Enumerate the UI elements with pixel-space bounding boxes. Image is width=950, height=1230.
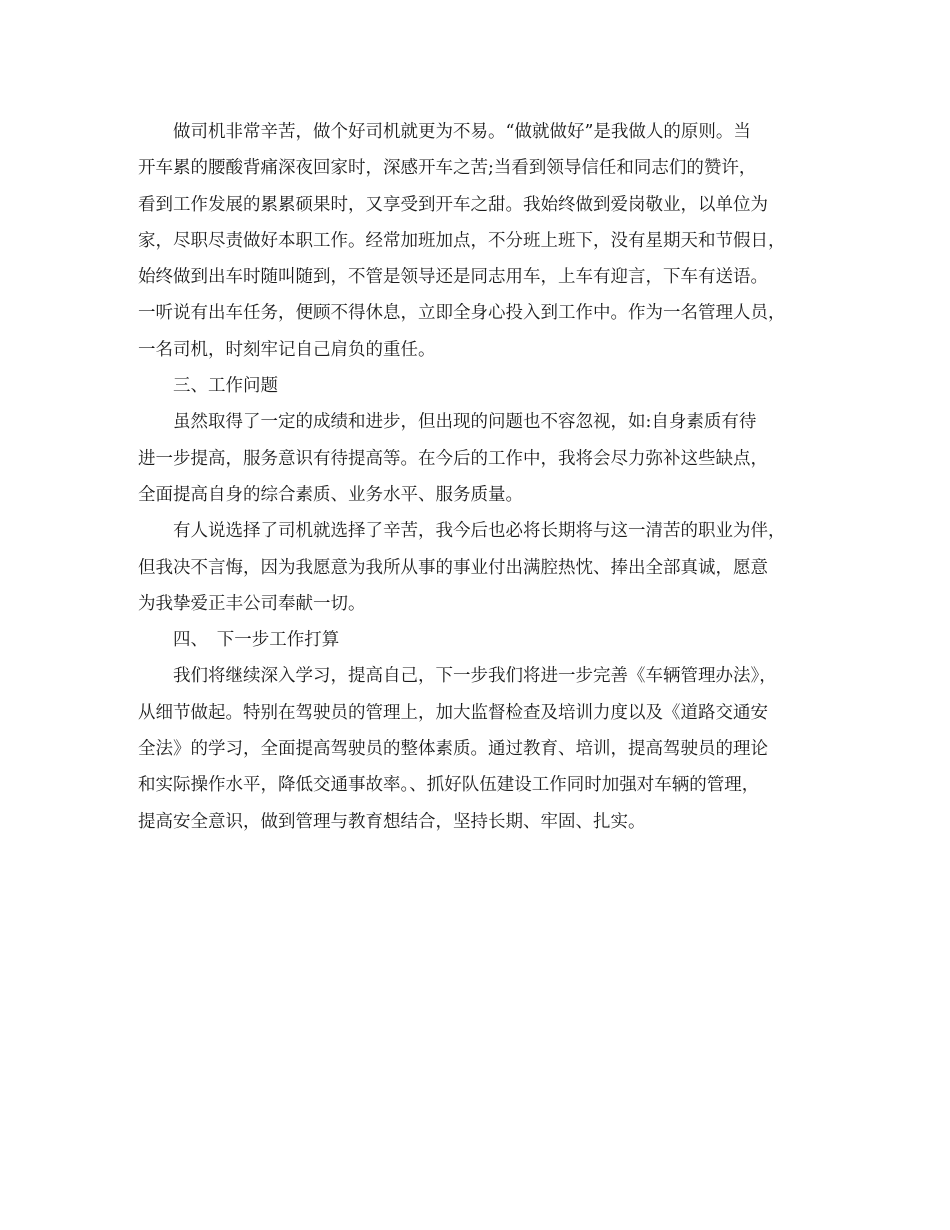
paragraph-line: 有人说选择了司机就选择了辛苦，我今后也必将长期将与这一清苦的职业为伴， bbox=[173, 521, 786, 542]
paragraph-line: 和实际操作水平，降低交通事故率。、抓好队伍建设工作同时加强对车辆的管理， bbox=[138, 775, 760, 796]
paragraph-line: 家，尽职尽责做好本职工作。经常加班加点，不分班上班下，没有星期天和节假日， bbox=[138, 230, 786, 251]
paragraph-line: 从细节做起。特别在驾驶员的管理上，加大监督检查及培训力度以及《道路交通安 bbox=[138, 702, 768, 723]
paragraph-line: 全法》的学习，全面提高驾驶员的整体素质。通过教育、培训，提高驾驶员的理论 bbox=[138, 739, 768, 760]
section-heading-work-problems: 三、工作问题 bbox=[173, 376, 278, 397]
paragraph-line: 我们将继续深入学习，提高自己，下一步我们将进一步完善《车辆管理办法》， bbox=[173, 666, 777, 687]
paragraph-line: 一听说有出车任务，便顾不得休息，立即全身心投入到工作中。作为一名管理人员， bbox=[138, 303, 786, 324]
paragraph-line: 始终做到出车时随叫随到，不管是领导还是同志用车，上车有迎言，下车有送语。 bbox=[138, 267, 768, 288]
document-body bbox=[138, 114, 828, 840]
paragraph-line: 但我决不言悔，因为我愿意为我所从事的事业付出满腔热忱、捧出全部真诚，愿意 bbox=[138, 557, 768, 578]
paragraph-line: 提高安全意识，做到管理与教育想结合，坚持长期、牢固、扎实。 bbox=[138, 811, 646, 832]
paragraph-line: 为我挚爱正丰公司奉献一切。 bbox=[138, 593, 366, 614]
paragraph-line: 看到工作发展的累累硕果时，又享受到开车之甜。我始终做到爱岗敬业，以单位为 bbox=[138, 194, 768, 215]
paragraph-line: 虽然取得了一定的成绩和进步，但出现的问题也不容忽视，如:自身素质有待 bbox=[173, 412, 757, 433]
paragraph-line: 做司机非常辛苦，做个好司机就更为不易。“做就做好”是我做人的原则。当 bbox=[173, 122, 751, 142]
paragraph-line: 开车累的腰酸背痛深夜回家时，深感开车之苦;当看到领导信任和同志们的赞许， bbox=[138, 158, 757, 179]
section-heading-next-steps: 四、 下一步工作打算 bbox=[173, 630, 340, 651]
paragraph-line: 一名司机，时刻牢记自己肩负的重任。 bbox=[138, 339, 436, 360]
paragraph-line: 进一步提高，服务意识有待提高等。在今后的工作中，我将会尽力弥补这些缺点， bbox=[138, 448, 768, 469]
paragraph-line: 全面提高自身的综合素质、业务水平、服务质量。 bbox=[138, 484, 523, 505]
